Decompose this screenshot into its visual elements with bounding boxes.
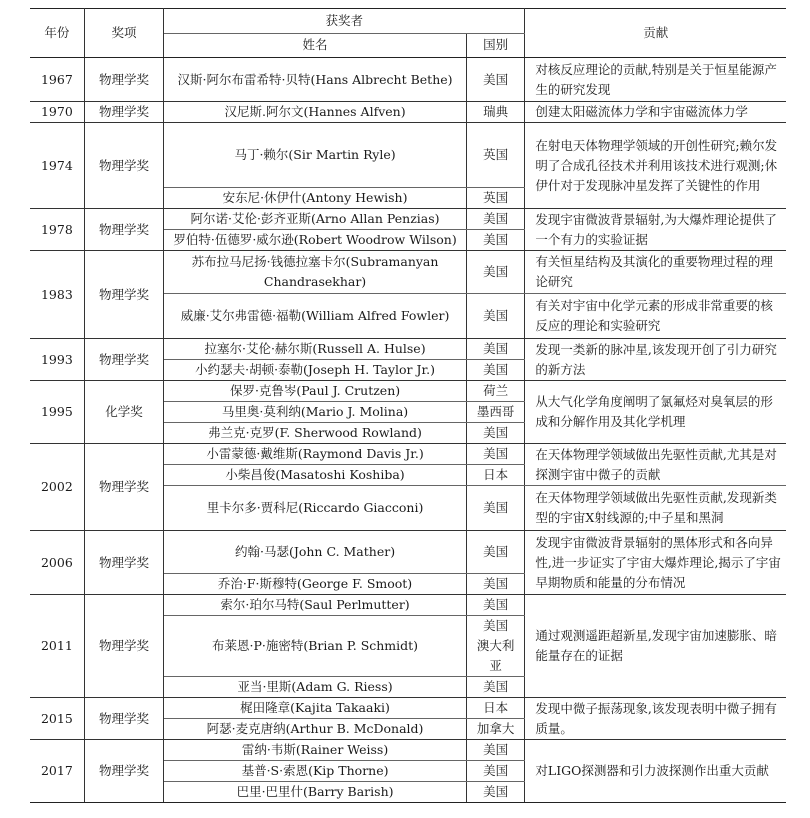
nobel-table (30, 8, 786, 803)
table-row (30, 740, 786, 761)
name-cell: 阿瑟·麦克唐纳(Arthur B. McDonald) (164, 719, 467, 740)
table-row (30, 102, 786, 123)
name-cell: 小柴昌俊(Masatoshi Koshiba) (164, 465, 467, 486)
table-row (30, 444, 786, 465)
country-cell: 美国 (466, 486, 524, 531)
contribution-cell: 有关恒星结构及其演化的重要物理过程的理论研究 (525, 251, 786, 294)
name-cell: 基普·S·索恩(Kip Thorne) (164, 761, 467, 782)
table-row (30, 339, 786, 360)
header-winner: 获奖者 (164, 9, 525, 34)
table-row (30, 595, 786, 616)
award-cell: 物理学奖 (84, 58, 163, 102)
name-cell: 乔治·F·斯穆特(George F. Smoot) (164, 574, 467, 595)
contribution-cell: 发现中微子振荡现象,该发现表明中微子拥有质量。 (525, 698, 786, 740)
country-cell: 美国 (466, 444, 524, 465)
header-contribution: 贡献 (525, 9, 786, 58)
award-cell: 物理学奖 (84, 339, 163, 381)
name-cell: 汉尼斯.阿尔文(Hannes Alfven) (164, 102, 467, 123)
contribution-cell: 在射电天体物理学领域的开创性研究;赖尔发明了合成孔径技术并利用该技术进行观测;休伊什对于发现脉冲星发挥了关键性的作用 (525, 123, 786, 209)
contribution-cell: 从大气化学角度阐明了氯氟烃对臭氧层的形成和分解作用及其化学机理 (525, 381, 786, 444)
contribution-cell: 对核反应理论的贡献,特别是关于恒星能源产生的研究发现 (525, 58, 786, 102)
name-cell: 马丁·赖尔(Sir Martin Ryle) (164, 123, 467, 188)
award-cell: 物理学奖 (84, 740, 163, 803)
name-cell: 索尔·珀尔马特(Saul Perlmutter) (164, 595, 467, 616)
table-row (30, 58, 786, 102)
contribution-cell: 发现宇宙微波背景辐射的黑体形式和各向异性,进一步证实了宇宙大爆炸理论,揭示了宇宙早期物质和能量的分布情况 (525, 531, 786, 595)
award-cell: 物理学奖 (84, 209, 163, 251)
table-row (30, 209, 786, 230)
country-cell (466, 616, 524, 677)
header-row (30, 9, 786, 34)
year-cell: 2002 (30, 444, 84, 531)
header-name: 姓名 (164, 33, 467, 58)
country-cell: 美国 (466, 251, 524, 294)
award-cell: 物理学奖 (84, 102, 163, 123)
country-cell: 日本 (466, 465, 524, 486)
country-cell: 美国 (466, 360, 524, 381)
name-cell: 汉斯·阿尔布雷希特·贝特(Hans Albrecht Bethe) (164, 58, 467, 102)
name-cell: 保罗·克鲁岑(Paul J. Crutzen) (164, 381, 467, 402)
contribution-cell: 对LIGO探测器和引力波探测作出重大贡献 (525, 740, 786, 803)
name-cell: 雷纳·韦斯(Rainer Weiss) (164, 740, 467, 761)
award-cell: 物理学奖 (84, 251, 163, 339)
name-cell: 拉塞尔·艾伦·赫尔斯(Russell A. Hulse) (164, 339, 467, 360)
country-line: 美国 (483, 618, 509, 633)
country-cell: 墨西哥 (466, 402, 524, 423)
year-cell: 2015 (30, 698, 84, 740)
name-cell: 罗伯特·伍德罗·威尔逊(Robert Woodrow Wilson) (164, 230, 467, 251)
name-cell: 里卡尔多·贾科尼(Riccardo Giacconi) (164, 486, 467, 531)
name-cell: 阿尔诺·艾伦·彭齐亚斯(Arno Allan Penzias) (164, 209, 467, 230)
award-cell: 物理学奖 (84, 531, 163, 595)
header-year: 年份 (30, 9, 84, 58)
name-cell: 弗兰克·克罗(F. Sherwood Rowland) (164, 423, 467, 444)
year-cell: 1967 (30, 58, 84, 102)
name-cell: 小约瑟夫·胡顿·泰勒(Joseph H. Taylor Jr.) (164, 360, 467, 381)
country-cell: 瑞典 (466, 102, 524, 123)
country-cell: 美国 (466, 574, 524, 595)
contribution-cell: 发现一类新的脉冲星,该发现开创了引力研究的新方法 (525, 339, 786, 381)
table-row (30, 251, 786, 294)
name-cell: 梶田隆章(Kajita Takaaki) (164, 698, 467, 719)
country-cell: 美国 (466, 58, 524, 102)
country-cell: 美国 (466, 423, 524, 444)
contribution-cell: 在天体物理学领域做出先驱性贡献,尤其是对探测宇宙中微子的贡献 (525, 444, 786, 486)
country-cell: 美国 (466, 230, 524, 251)
country-cell: 美国 (466, 740, 524, 761)
year-cell: 2017 (30, 740, 84, 803)
contribution-cell: 发现宇宙微波背景辐射,为大爆炸理论提供了一个有力的实验证据 (525, 209, 786, 251)
country-cell: 美国 (466, 294, 524, 339)
name-cell: 安东尼·休伊什(Antony Hewish) (164, 188, 467, 209)
country-cell: 美国 (466, 782, 524, 803)
country-cell: 美国 (466, 531, 524, 574)
year-cell: 2011 (30, 595, 84, 698)
award-cell: 化学奖 (84, 381, 163, 444)
name-cell: 布莱恩·P·施密特(Brian P. Schmidt) (164, 616, 467, 677)
name-cell: 威廉·艾尔弗雷德·福勒(William Alfred Fowler) (164, 294, 467, 339)
year-cell: 1983 (30, 251, 84, 339)
country-cell: 英国 (466, 188, 524, 209)
contribution-cell: 在天体物理学领域做出先驱性贡献,发现新类型的宇宙X射线源的;中子星和黑洞 (525, 486, 786, 531)
year-cell: 1978 (30, 209, 84, 251)
country-line: 澳大利亚 (476, 638, 515, 673)
country-cell: 加拿大 (466, 719, 524, 740)
country-cell: 荷兰 (466, 381, 524, 402)
name-cell: 苏布拉马尼扬·钱德拉塞卡尔(Subramanyan Chandrasekhar) (164, 251, 467, 294)
award-cell: 物理学奖 (84, 698, 163, 740)
contribution-cell: 创建太阳磁流体力学和宇宙磁流体力学 (525, 102, 786, 123)
year-cell: 1995 (30, 381, 84, 444)
table-row (30, 531, 786, 574)
country-cell: 日本 (466, 698, 524, 719)
country-cell: 美国 (466, 761, 524, 782)
name-cell: 约翰·马瑟(John C. Mather) (164, 531, 467, 574)
contribution-cell: 有关对宇宙中化学元素的形成非常重要的核反应的理论和实验研究 (525, 294, 786, 339)
year-cell: 1970 (30, 102, 84, 123)
country-cell: 美国 (466, 595, 524, 616)
award-cell: 物理学奖 (84, 444, 163, 531)
name-cell: 亚当·里斯(Adam G. Riess) (164, 677, 467, 698)
name-cell: 巴里·巴里什(Barry Barish) (164, 782, 467, 803)
table-row (30, 698, 786, 719)
contribution-cell: 通过观测遥距超新星,发现宇宙加速膨胀、暗能量存在的证据 (525, 595, 786, 698)
table-row (30, 381, 786, 402)
country-cell: 美国 (466, 677, 524, 698)
country-cell: 英国 (466, 123, 524, 188)
header-award: 奖项 (84, 9, 163, 58)
header-country: 国别 (466, 33, 524, 58)
name-cell: 小雷蒙德·戴维斯(Raymond Davis Jr.) (164, 444, 467, 465)
award-cell: 物理学奖 (84, 595, 163, 698)
year-cell: 2006 (30, 531, 84, 595)
year-cell: 1974 (30, 123, 84, 209)
award-cell: 物理学奖 (84, 123, 163, 209)
year-cell: 1993 (30, 339, 84, 381)
country-cell: 美国 (466, 209, 524, 230)
name-cell: 马里奥·莫利纳(Mario J. Molina) (164, 402, 467, 423)
country-cell: 美国 (466, 339, 524, 360)
table-row (30, 123, 786, 188)
